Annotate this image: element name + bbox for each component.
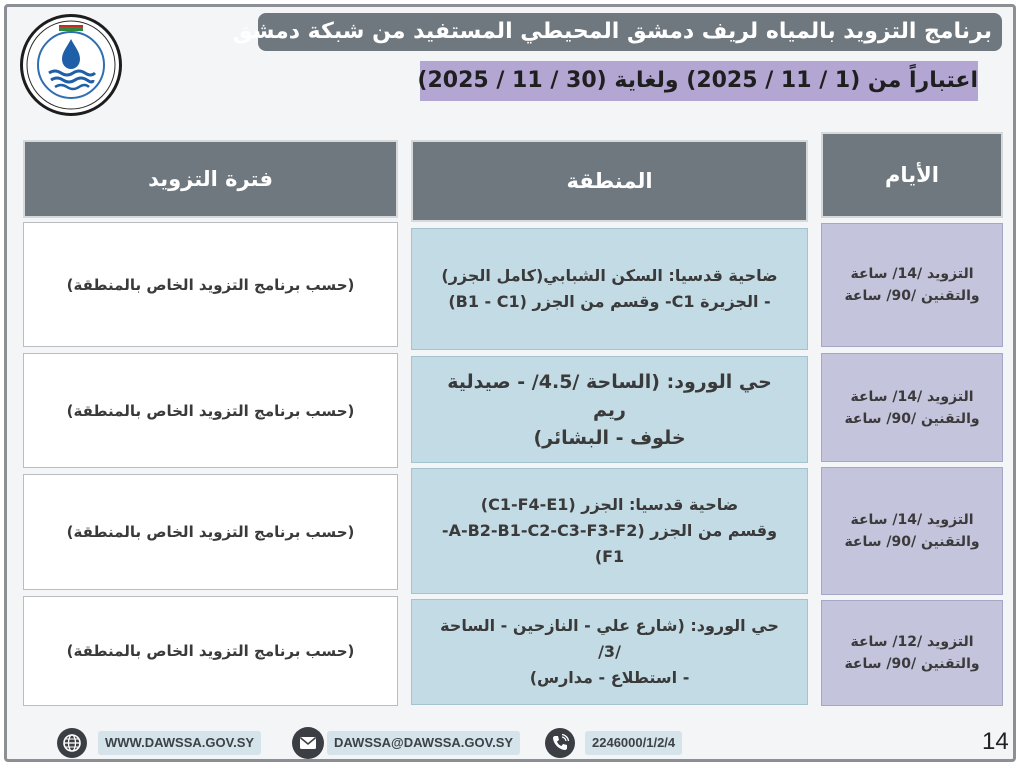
table-row-period: (حسب برنامج التزويد الخاص بالمنطقة) — [23, 474, 398, 590]
days-supply: التزويد /14/ ساعة — [850, 388, 974, 405]
header-period: فترة التزويد — [23, 140, 398, 218]
area-line: خلوف - البشائر) — [533, 426, 686, 449]
table-row-area — [411, 356, 808, 463]
table-row-period: (حسب برنامج التزويد الخاص بالمنطقة) — [23, 596, 398, 706]
table-row-days — [821, 353, 1003, 462]
days-supply: التزويد /12/ ساعة — [850, 634, 974, 650]
mail-icon — [292, 727, 324, 759]
area-line: ضاحية قدسيا: السكن الشبابي(كامل الجزر) — [441, 266, 778, 285]
phone-icon — [545, 728, 575, 758]
globe-icon — [57, 728, 87, 758]
phone-number[interactable]: 2246000/1/2/4 — [585, 731, 682, 755]
area-line: - الجزيرة C1- وقسم من الجزر (B1 - C1) — [448, 292, 771, 311]
header-area: المنطقة — [411, 140, 808, 222]
area-line: وقسم من الجزر (A-B2-B1-C2-C3-F3-F2- — [441, 521, 778, 540]
document-title: برنامج التزويد بالمياه لريف دمشق المحيطي المستفيد من شبكة دمشق — [258, 13, 1002, 51]
page-number: 14 — [982, 728, 1009, 755]
header-days: الأيام — [821, 132, 1003, 218]
days-rationing: والتقنين /90/ ساعة — [844, 288, 980, 304]
table-row-period: (حسب برنامج التزويد الخاص بالمنطقة) — [23, 353, 398, 468]
table-row-days — [821, 600, 1003, 706]
area-line: حي الورود: (شارع علي - النازحين - الساحة /3/ — [440, 616, 779, 661]
date-range: اعتباراً من (1 / 11 / 2025) ولغاية (30 / 11 / 2025) — [420, 61, 978, 101]
email-link[interactable]: DAWSSA@DAWSSA.GOV.SY — [327, 731, 520, 755]
days-rationing: والتقنين /90/ ساعة — [844, 656, 980, 672]
logo-icon — [20, 14, 122, 116]
area-line: ضاحية قدسيا: الجزر (C1-F4-E1) — [480, 495, 739, 514]
area-line: حي الورود: (الساحة /4.5/ - صيدلية ريم — [447, 370, 772, 421]
days-supply: التزويد /14/ ساعة — [850, 512, 974, 528]
area-line: - استطلاع - مدارس) — [529, 668, 690, 687]
table-row-area — [411, 599, 808, 705]
website-link[interactable]: WWW.DAWSSA.GOV.SY — [98, 731, 261, 755]
table-row-area — [411, 228, 808, 350]
days-supply: التزويد /14/ ساعة — [850, 266, 974, 282]
table-row-area — [411, 468, 808, 594]
table-row-days — [821, 467, 1003, 595]
area-line: F1) — [594, 547, 625, 566]
table-row-period: (حسب برنامج التزويد الخاص بالمنطقة) — [23, 222, 398, 347]
days-rationing: والتقنين /90/ ساعة — [844, 534, 980, 550]
days-rationing: والتقنين /90/ ساعة — [844, 410, 980, 427]
table-row-days — [821, 223, 1003, 347]
